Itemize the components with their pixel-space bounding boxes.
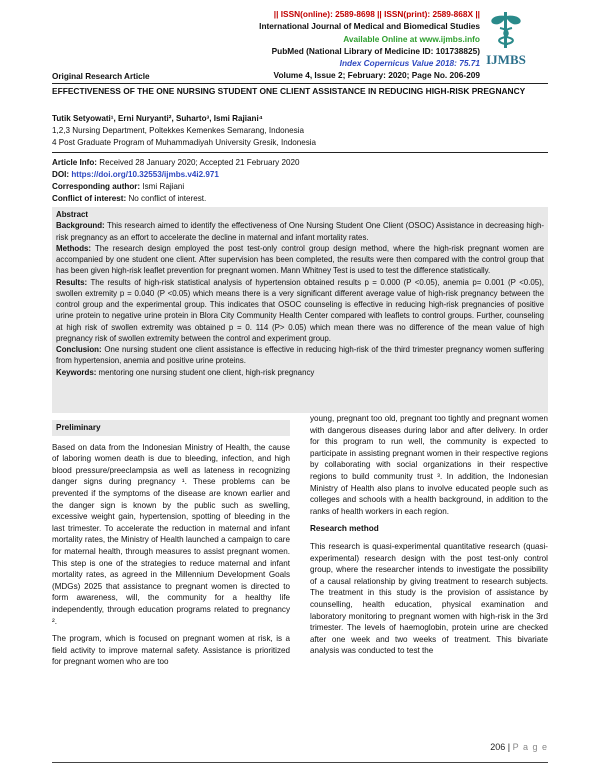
article-info-label: Article Info:	[52, 158, 97, 167]
pubmed-id: PubMed (National Library of Medicine ID: 101738825)	[271, 45, 480, 56]
conflict-value: No conflict of interest.	[128, 194, 207, 203]
corresponding-author	[52, 181, 184, 193]
keywords-text: mentoring one nursing student one client, high-risk pregnancy	[98, 367, 315, 377]
affiliation-2: 4 Post Graduate Program of Muhammadiyah University Gresik, Indonesia	[52, 138, 317, 147]
abstract-methods	[56, 243, 544, 277]
article-info-value: Received 28 January 2020; Accepted 21 February 2020	[99, 158, 300, 167]
abstract-background	[56, 220, 544, 243]
journal-name: International Journal of Medical and Biomedical Studies	[259, 21, 480, 32]
meta-divider	[52, 152, 548, 153]
background-label: Background:	[56, 221, 105, 231]
methods-label: Methods:	[56, 243, 92, 253]
affiliation-1: 1,2,3 Nursing Department, Poltekkes Kemenkes Semarang, Indonesia	[52, 126, 304, 135]
preliminary-paragraph-2: The program, which is focused on pregnant women at risk, is a field activity to improve maternal safety. Assistance is prioritized for pregnant women who are too	[52, 634, 290, 667]
abstract-conclusion	[56, 344, 544, 367]
right-column	[310, 413, 548, 663]
journal-logo	[470, 10, 542, 68]
doi	[52, 169, 219, 181]
methods-text: The research design employed the post test-only control group design method, where the high-risk pregnant women are accompanied by one student one client. After supervision has been completed, the results were then compared with the control group that has been given high-risk leaflet prevention for pregnant women. Mann Whitney Test is used to test the difference statistically.	[56, 243, 544, 276]
right-paragraph-1: young, pregnant too old, pregnant too tightly and pregnant women with dangerous diseases during labor and after delivery. In order for this program to run well, the community is expected to participate in assisting pregnant women in their respective regions by collaborating with social organizations in their respective regions to build community trust ³. In addition, the Indonesian Ministry of Health also plans to involve educated people such as colleges and schools with a health background, in addition to the ranks of health workers in each region.	[310, 414, 548, 516]
left-column	[52, 420, 290, 674]
conclusion-text: One nursing student one client assistance is effective in reducing high-risk of the third trimester pregnancy women suffering from hypertension, anemia and positive urine proteins.	[56, 345, 544, 366]
logo-text: IJMBS	[486, 52, 526, 67]
page-label: P a g e	[512, 742, 548, 752]
results-label: Results:	[56, 277, 88, 287]
doi-label: DOI:	[52, 170, 70, 179]
authors: Tutik Setyowati¹, Erni Nuryanti², Suharto³, Ismi Rajiani⁴	[52, 114, 263, 123]
keywords-label: Keywords:	[56, 367, 97, 377]
caduceus-icon	[491, 12, 520, 48]
journal-website[interactable]: Available Online at www.ijmbs.info	[343, 33, 480, 44]
preliminary-heading: Preliminary	[52, 420, 290, 436]
journal-header	[250, 8, 480, 82]
abstract-box	[52, 207, 548, 413]
issn-line: || ISSN(online): 2589-8698 || ISSN(print): 2589-868X ||	[273, 9, 480, 19]
doi-link[interactable]: https://doi.org/10.32553/ijmbs.v4i2.971	[71, 170, 219, 179]
abstract-keywords	[56, 367, 544, 378]
conflict-of-interest	[52, 193, 206, 205]
header-divider	[52, 83, 548, 84]
article-info	[52, 157, 299, 169]
article-type: Original Research Article	[52, 72, 150, 81]
footer-rule	[52, 762, 548, 763]
page-footer: 206 | P a g e	[490, 742, 548, 752]
research-method-paragraph: This research is quasi-experimental quantitative research (quasi-experimental) research design with the post test-only control group, where the researcher intends to investigate the possibility of a causal relationship by giving treatment to research subjects. The treatment in this study is the provision of assistance by counselling, health education, physical examination and laboratory monitoring to pregnant women with high-risk in the 3rd trimester. The levels of haemoglobin, protein urine are checked after one week and two weeks of treatment. This bivariate analysis was conducted to test the	[310, 541, 548, 656]
paper-title: EFFECTIVENESS OF THE ONE NURSING STUDENT ONE CLIENT ASSISTANCE IN REDUCING HIGH-RISK PREGNANCY	[52, 86, 526, 96]
corr-value: Ismi Rajiani	[142, 182, 185, 191]
research-method-heading: Research method	[310, 524, 379, 534]
page-number: 206	[490, 742, 506, 752]
abstract-heading: Abstract	[56, 210, 89, 219]
conclusion-label: Conclusion:	[56, 345, 102, 354]
conflict-label: Conflict of interest:	[52, 194, 127, 203]
corr-label: Corresponding author:	[52, 182, 141, 191]
preliminary-paragraph-1: Based on data from the Indonesian Ministry of Health, the cause of laboring women death is due to bleeding, infection, and high blood pressure/preeclampsia as well as lateness in recognizing danger signs during pregnancy ¹. These problems can be prevented if the symptoms of the disease are known earlier and the danger sign is known by the public such as swelling, excessive weight gain, hypertension, spotting of bleeding in the last trimester. To accelerate the reduction in maternal and infant mortality rates, the Ministry of Health launched a campaign to care for maternal health, through measures to assist pregnant women. This step is one of the strategies to reduce maternal and infant mortality rates, as agreed in the Millennium Development Goals (MDGs) 2025 that assistance to pregnant women is directed to form awareness, will, the community for a healthy life independently, through education programs related to pregnancy ².	[52, 442, 290, 626]
results-text: The results of high-risk statistical analysis of hypertension obtained results p = 0.000 (P <0.05), anemia p= 0.001 (P <0.05), swollen extremity p = 0.040 (P <0.05) which means there is a very significant different average value of high-risk pregnancy between the control group and the experimental group. This indicates that OSOC counseling is effective in reducing high-risk pregnancies of positive urine protein to negative urine protein in Blora City Community Health Center compared with leaflets to control groups. Further, counseling at high risk of swollen extremity was obtained p = 0. 114 (P> 0.05) which mean there was no difference of the mean value of high pregnancy risk of swollen extremity between the control and experiment group.	[56, 277, 544, 343]
index-copernicus: Index Copernicus Value 2018: 75.71	[339, 58, 480, 69]
background-text: This research aimed to identify the effectiveness of One Nursing Student One Client (OSOC) Assistance in decreasing high-risk pregnancy as an effort to accelerate the decline in maternal and infant mortality rates.	[56, 221, 544, 242]
volume-info: Volume 4, Issue 2; February: 2020; Page No. 206-209	[273, 70, 480, 81]
abstract-results	[56, 277, 544, 345]
